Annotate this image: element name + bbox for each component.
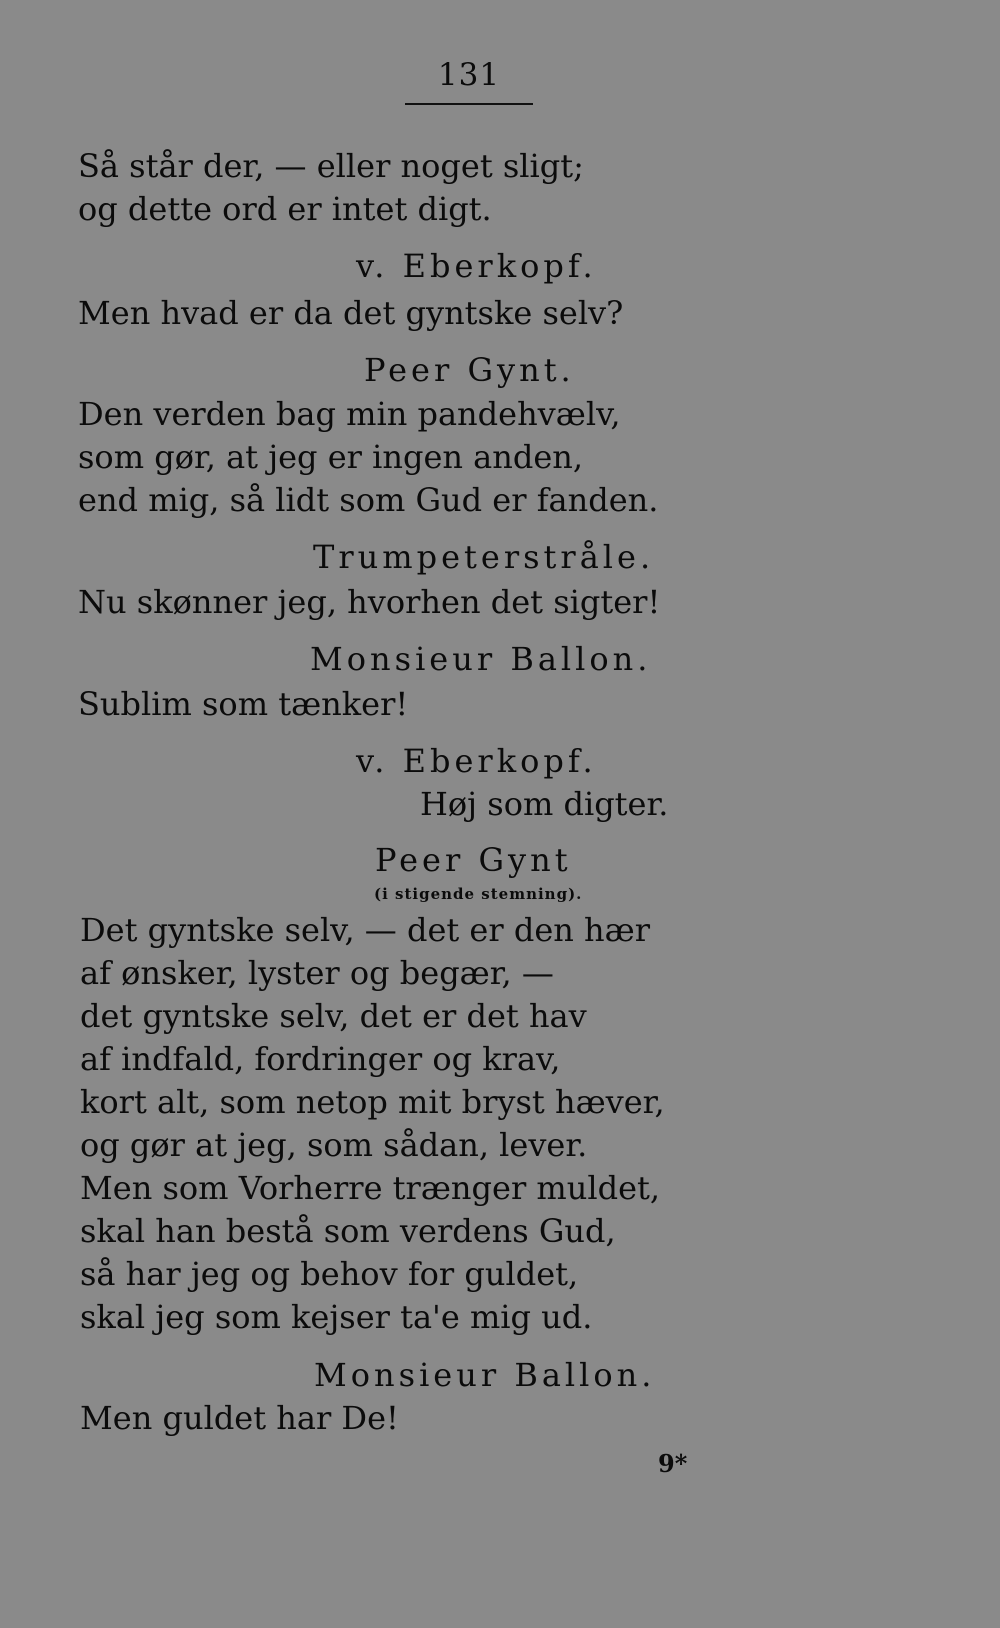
verse-line: så har jeg og behov for guldet, [80,1255,579,1293]
verse-line: og dette ord er intet digt. [78,190,492,228]
verse-line: kort alt, som netop mit bryst hæver, [80,1083,665,1121]
page-number: 131 [437,57,501,93]
verse-line: skal han bestå som verdens Gud, [80,1212,616,1250]
page-number-rule [405,103,533,105]
signature-mark: 9* [658,1449,688,1478]
verse-line: Så står der, — eller noget sligt; [78,147,584,185]
verse-line: som gør, at jeg er ingen anden, [78,438,584,476]
speaker-name: v. Eberkopf. [356,742,597,780]
verse-line: og gør at jeg, som sådan, lever. [80,1126,588,1164]
verse-line: Sublim som tænker! [78,685,409,723]
verse-line: Nu skønner jeg, hvorhen det sigter! [78,583,661,621]
speaker-name: v. Eberkopf. [356,247,597,285]
speaker-name: Monsieur Ballon. [314,1356,656,1394]
stage-direction: (i stigende stemning). [374,885,583,903]
speaker-name: Trumpeterstråle. [313,538,655,576]
verse-line: Det gyntske selv, — det er den hær [80,911,651,949]
verse-line: af indfald, fordringer og krav, [80,1040,561,1078]
verse-line: Men hvad er da det gyntske selv? [78,294,624,332]
verse-line: skal jeg som kejser ta'e mig ud. [80,1298,593,1336]
verse-line: Den verden bag min pandehvælv, [78,395,621,433]
verse-line: end mig, så lidt som Gud er fanden. [78,481,659,519]
verse-line: det gyntske selv, det er det hav [80,997,587,1035]
verse-line: af ønsker, lyster og begær, — [80,954,554,992]
speaker-name: Monsieur Ballon. [310,640,652,678]
verse-line: Men guldet har De! [80,1399,399,1437]
speaker-name: Peer Gynt [375,841,572,879]
speaker-name: Peer Gynt. [364,351,575,389]
verse-line: Men som Vorherre trænger muldet, [80,1169,661,1207]
verse-line: Høj som digter. [420,785,669,823]
